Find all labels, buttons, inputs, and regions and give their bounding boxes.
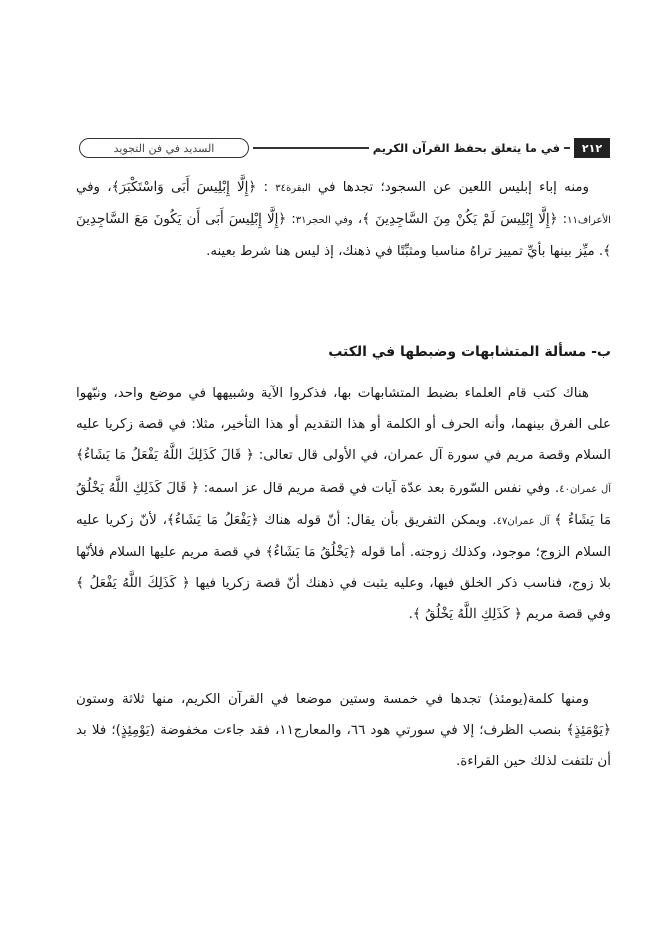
- text-run: :: [286, 212, 296, 228]
- surah-reference: وفي الحجر٣١: [295, 215, 353, 227]
- quran-verse: ﴿ كَذَلِكَ اللَّهُ يَفْعَلُ ﴾: [76, 576, 190, 592]
- quran-verse: ﴿ قَالَ كَذَلِكِ اللَّهُ يَخْلُقُ مَا يَشَاءُ ﴾: [76, 480, 612, 528]
- quran-verse: ﴿إِلَّا إِبْلِيسَ أَبَى وَاسْتَكْبَرَ﴾: [111, 180, 257, 195]
- surah-reference: البقرة٣٤: [275, 183, 311, 194]
- section-heading: ب- مسألة المتشابهات وضبطها في الكتب: [328, 344, 611, 360]
- page-number: ٢١٢: [574, 138, 610, 158]
- quran-word: يَوْمِئِذٍ: [120, 723, 150, 739]
- quran-verse: ﴿إِلَّا إِبْلِيسَ أَبَى أَن يَكُونَ مَعَ السَّاجِدِينَ ﴾: [76, 212, 611, 260]
- surah-reference: الأعراف١١: [567, 215, 611, 227]
- chapter-title: في ما يتعلق بحفظ القرآن الكريم: [369, 139, 564, 157]
- quran-verse: ﴿ قَالَ كَذَلِكَ اللَّهُ يَفْعَلُ مَا يَشَاءُ﴾: [76, 448, 254, 464]
- text-run: . ميِّز بينها بأيِّ تمييز تراهُ مناسبا ومثبِّتًا في ذهنك، إذ ليس هنا شرط بعينه.: [206, 244, 604, 260]
- text-run: ومنها كلمة(يومئذ) تجدها في خمسة وستين موضعا في القرآن الكريم، منها ثلاثة وستون: [76, 692, 589, 707]
- paragraph-yawmaidhin: [76, 684, 611, 778]
- text-run: )؛ فلا بد أن تلتفت لذلك حين القراءة.: [76, 723, 611, 770]
- text-run: ، لأنّ زكريا عليه السلام الزوج؛ موجود، وكذلك زوجته. أما قوله: [76, 512, 612, 561]
- quran-verse: ﴿يَوْمَئِذٍ﴾: [566, 723, 611, 739]
- text-run: :: [557, 212, 568, 228]
- text-run: . ويمكن التفريق بأن يقال: أنّ قوله هناك: [258, 512, 497, 528]
- text-run: ، وفي: [76, 180, 112, 195]
- text-run: بنصب الظرف؛ إلا في سورتي هود ٦٦، والمعارج١١، فقد جاءت مخفوضة (: [149, 723, 567, 739]
- paragraph-iblis: [76, 172, 611, 268]
- text-run: هناك كتب قام العلماء بضبط المتشابهات بها، فذكروا الآية وشبيهها في موضع واحد، ونبّهوا على الفرق بينهما، وأنه الحرف أو الكلمة أو هذا التقديم أو هذا التأخير، مثلا: في قصة زكريا عليه السلام وقصة مريم في سورة آل عمران، في الأولى قال تعالى:: [76, 386, 611, 464]
- book-title-badge: [79, 138, 249, 158]
- book-title: السديد في فن التجويد: [113, 141, 215, 155]
- text-run: وفي قصة مريم: [521, 607, 611, 623]
- text-run: في قصة مريم عليها السلام فلأنّها بلا زوج، فناسب ذكر الخلق فيها، وعليه يثبت في ذهنك أنّ قصة زكريا فيها: [76, 545, 611, 592]
- page-header: [79, 138, 610, 160]
- text-run: ومنه إباء إبليس اللعين عن السجود؛ تجدها في: [310, 180, 590, 195]
- text-run: :: [256, 180, 276, 195]
- quran-verse: ﴿إِلَّا إِبْلِيسَ لَمْ يَكُنْ مِنَ السَّاجِدِينَ ﴾: [362, 212, 558, 228]
- surah-reference: آل عمران٤٠: [559, 483, 611, 495]
- text-run: .: [408, 607, 413, 623]
- text-run: ،: [352, 212, 363, 228]
- text-run: . وفي نفس السّورة بعد عدّة آيات في قصة مريم قال عز اسمه:: [198, 480, 560, 496]
- quran-verse: ﴿يَخْلُقُ مَا يَشَاءُ﴾: [265, 545, 357, 561]
- paragraph-mutashabihat: [76, 378, 611, 631]
- quran-verse: ﴿ كَذَلِكِ اللَّهُ يَخْلُقُ ﴾: [412, 607, 522, 623]
- quran-verse: ﴿يَفْعَلُ مَا يَشَاءُ﴾: [166, 512, 259, 528]
- surah-reference: آل عمران٤٧: [496, 515, 555, 527]
